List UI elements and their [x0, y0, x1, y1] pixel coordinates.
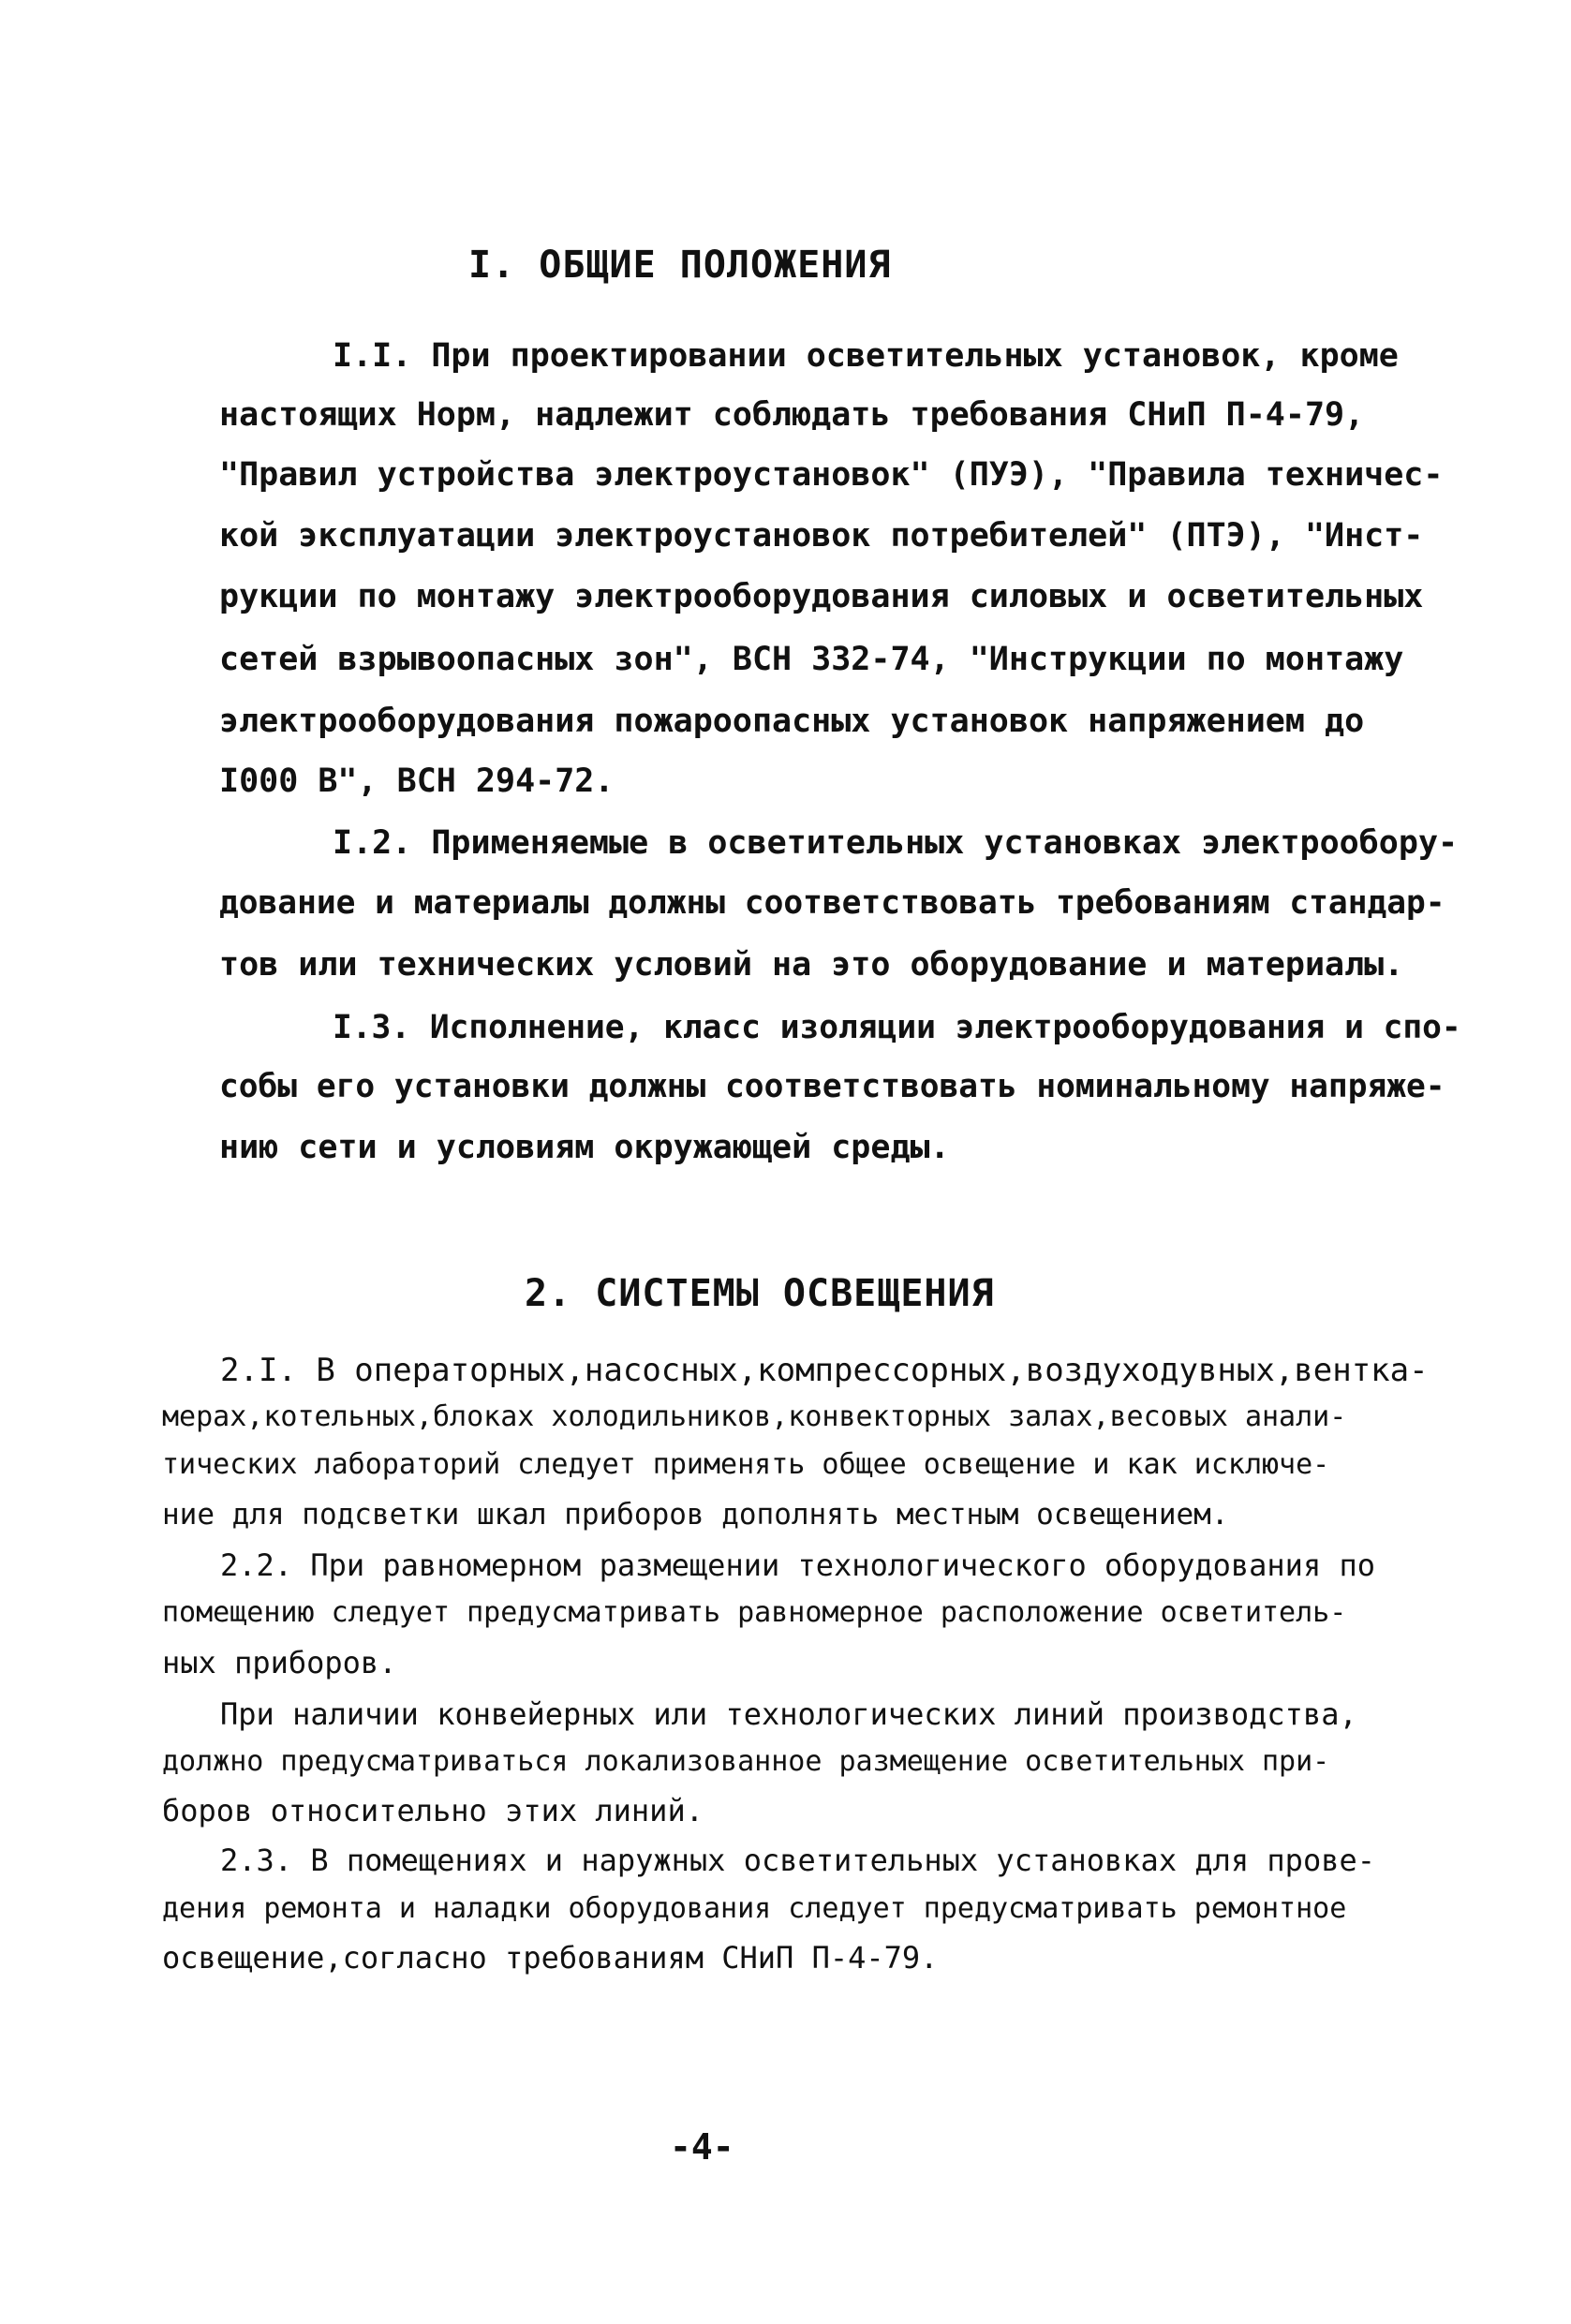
paragraph-2-2b-line: При наличии конвейерных или технологических линий производства, [220, 1696, 1357, 1732]
paragraph-1-1-line: I.I. При проектировании осветительных установок, кроме [333, 337, 1399, 375]
paragraph-2-1-line: тических лабораторий следует применять общее освещение и как исключе- [162, 1448, 1330, 1481]
paragraph-1-1-line: I000 В", ВСН 294-72. [219, 762, 615, 800]
paragraph-2-3-line: 2.3. В помещениях и наружных осветительных установках для прове- [220, 1843, 1375, 1878]
paragraph-2-3-line: дения ремонта и наладки оборудования следует предусматривать ремонтное [162, 1892, 1347, 1925]
paragraph-1-1-line: электрооборудования пожароопасных установок напряжением до [219, 703, 1365, 740]
paragraph-1-1-line: рукции по монтажу электрооборудования силовых и осветительных [219, 578, 1424, 615]
paragraph-1-3-line: I.3. Исполнение, класс изоляции электрооборудования и спо- [333, 1009, 1461, 1046]
paragraph-2-1-line: ние для подсветки шкал приборов дополнять местным освещением. [162, 1498, 1229, 1532]
paragraph-1-2-line: дование и материалы должны соответствовать требованиям стандар- [219, 884, 1445, 922]
paragraph-2-2-line: 2.2. При равномерном размещении технологического оборудования по [220, 1547, 1375, 1583]
page-number: -4- [670, 2126, 734, 2168]
paragraph-1-3-line: нию сети и условиям окружающей среды. [219, 1129, 950, 1166]
paragraph-2-1-line: мерах,котельных,блоках холодильников,конвекторных залах,весовых анали- [162, 1400, 1347, 1433]
paragraph-2-2b-line: должно предусматриваться локализованное размещение осветительных при- [162, 1745, 1330, 1778]
paragraph-1-2-line: I.2. Применяемые в осветительных установках электрообору- [333, 824, 1459, 862]
section-1-heading: I. ОБЩИЕ ПОЛОЖЕНИЯ [468, 244, 892, 287]
paragraph-1-1-line: сетей взрывоопасных зон", ВСН 332-74, "Инструкции по монтажу [219, 641, 1404, 678]
paragraph-2-2-line: ных приборов. [162, 1645, 397, 1680]
paragraph-2-2-line: помещению следует предусматривать равномерное расположение осветитель- [162, 1596, 1347, 1629]
paragraph-2-2b-line: боров относительно этих линий. [162, 1793, 704, 1828]
paragraph-1-3-line: собы его установки должны соответствовать номинальному напряже- [219, 1068, 1445, 1105]
paragraph-1-2-line: тов или технических условий на это оборудование и материалы. [219, 946, 1404, 984]
paragraph-1-1-line: "Правил устройства электроустановок" (ПУЭ), "Правила техничес- [219, 456, 1444, 494]
paragraph-2-3-line: освещение,согласно требованиям СНиП П-4-79. [162, 1940, 939, 1976]
paragraph-1-1-line: настоящих Норм, надлежит соблюдать требования СНиП П-4-79, [219, 396, 1365, 434]
paragraph-2-1-line: 2.I. В операторных,насосных,компрессорных,воздуходувных,вентка- [220, 1352, 1429, 1389]
section-2-heading: 2. СИСТЕМЫ ОСВЕЩЕНИЯ [525, 1272, 995, 1315]
paragraph-1-1-line: кой эксплуатации электроустановок потребителей" (ПТЭ), "Инст- [219, 517, 1424, 555]
